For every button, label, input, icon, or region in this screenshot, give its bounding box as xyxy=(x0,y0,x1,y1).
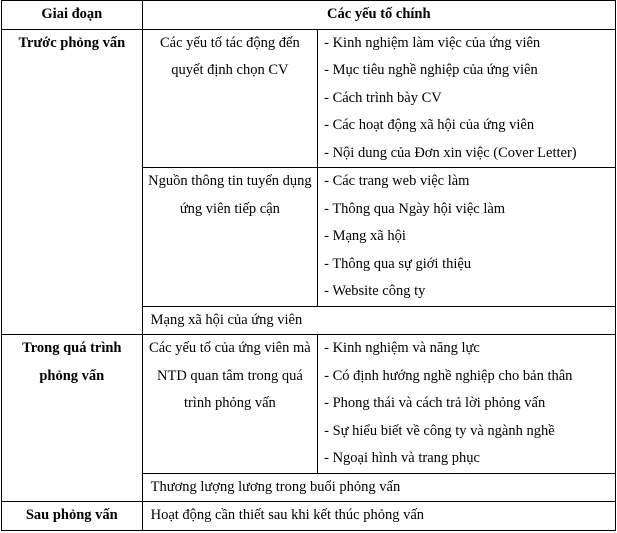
list-item: - Phong thái và cách trả lời phỏng vấn xyxy=(324,395,546,411)
factor-info-sources: Nguồn thông tin tuyển dụng ứng viên tiếp cận xyxy=(142,168,318,307)
list-item: - Thông qua sự giới thiệu xyxy=(324,255,472,272)
list-item: - Sự hiểu biết về công ty và ngành nghề xyxy=(324,422,555,439)
before-row-cv xyxy=(2,29,616,168)
after-activities-note: Hoạt động cần thiết sau khi kết thúc phỏng vấn xyxy=(142,502,615,531)
header-stage: Giai đoạn xyxy=(2,1,143,30)
items-employer-concerns xyxy=(318,335,616,474)
list-item: - Các trang web việc làm xyxy=(324,173,470,189)
list-item: - Kinh nghiệm và năng lực xyxy=(324,340,480,356)
list-item: - Kinh nghiệm làm việc của ứng viên xyxy=(324,34,541,51)
header-row xyxy=(2,1,616,30)
list-item: - Các hoạt động xã hội của ứng viên xyxy=(324,117,535,133)
list-item: - Cách trình bày CV xyxy=(324,89,442,106)
social-network-note: Mạng xã hội của ứng viên xyxy=(142,306,615,335)
list-item: - Có định hướng nghề nghiệp cho bản thân xyxy=(324,367,573,384)
stage-before: Trước phỏng vấn xyxy=(2,29,143,335)
stage-during: Trong quá trình phỏng vấn xyxy=(2,335,143,502)
items-cv-decision xyxy=(318,29,616,168)
list-item: - Nội dung của Đơn xin việc (Cover Letter) xyxy=(324,144,577,161)
list-item: - Mạng xã hội xyxy=(324,228,406,244)
header-factors: Các yếu tố chính xyxy=(142,1,615,30)
stage-after: Sau phỏng vấn xyxy=(2,502,143,531)
salary-negotiation-note: Thương lượng lương trong buổi phỏng vấn xyxy=(142,473,615,502)
list-item: - Website công ty xyxy=(324,283,426,299)
list-item: - Ngoại hình và trang phục xyxy=(324,450,480,466)
recruitment-factors-table xyxy=(1,0,616,531)
list-item: - Mục tiêu nghề nghiệp của ứng viên xyxy=(324,62,538,78)
list-item: - Thông qua Ngày hội việc làm xyxy=(324,200,506,217)
after-row xyxy=(2,502,616,531)
factor-employer-concerns: Các yếu tố của ứng viên mà NTD quan tâm trong quá trình phỏng vấn xyxy=(142,335,318,474)
items-info-sources xyxy=(318,168,616,307)
factor-cv-decision: Các yếu tố tác động đến quyết định chọn CV xyxy=(142,29,318,168)
during-row-factors xyxy=(2,335,616,474)
